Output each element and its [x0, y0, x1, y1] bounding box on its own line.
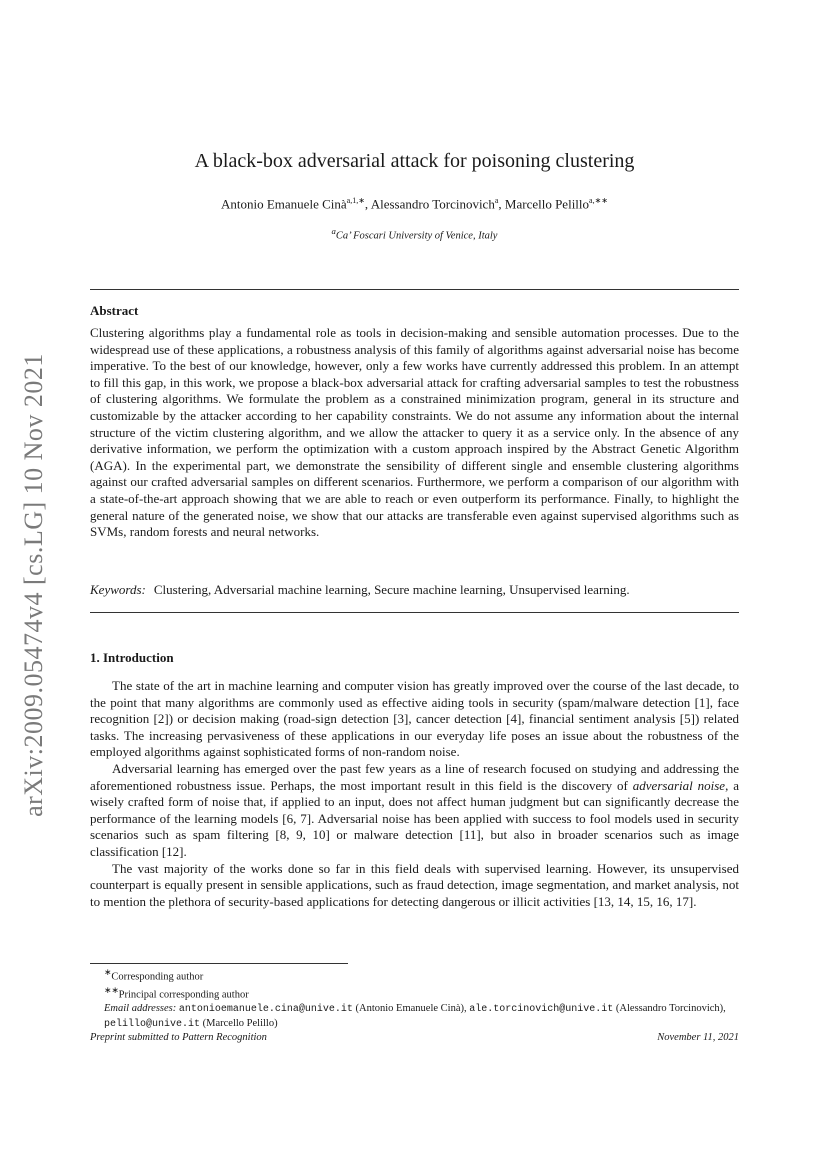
author-mark: a — [494, 196, 499, 205]
arxiv-id: arXiv:2009.05474v4 [cs.LG] 10 Nov 2021 — [19, 353, 48, 817]
affiliation — [90, 226, 739, 242]
abstract-bottom-rule — [90, 612, 739, 613]
keywords-text: Clustering, Adversarial machine learning, Secure machine learning, Unsupervised learning. — [153, 582, 630, 597]
email-label: Email addresses: — [104, 1003, 177, 1014]
arxiv-sidebar — [14, 350, 54, 820]
email-footnote — [90, 1002, 739, 1031]
emphasis: adversarial noise — [632, 777, 726, 793]
abstract-top-rule — [90, 289, 739, 290]
introduction-body — [90, 678, 739, 910]
abstract-heading: Abstract — [90, 303, 139, 318]
footnote — [90, 966, 739, 984]
email-link[interactable]: pelillo@unive.it — [104, 1018, 201, 1030]
keywords-label: Keywords: — [90, 582, 146, 597]
footnote-text: Corresponding author — [111, 971, 204, 983]
affiliation-mark: a — [331, 226, 336, 236]
email-link[interactable]: ale.torcinovich@unive.it — [469, 1004, 614, 1015]
footnote-mark: ∗ — [104, 967, 112, 977]
paragraph: The vast majority of the works done so far in this field deals with supervised learning. However, its unsupervised counterpart is equally present in sensible applications, such as fraud detection, image segmentation, and market analysis, not to mention the plethora of security-based applications for detecting dangerous or illicit activities [13, 14, 15, 16, 17]. — [90, 860, 739, 909]
footer-left: Preprint submitted to Pattern Recognition — [90, 1032, 267, 1043]
footnote-mark: ∗∗ — [104, 985, 119, 995]
author-name: Antonio Emanuele Cinà — [221, 196, 347, 212]
footnote — [90, 984, 739, 1002]
paper-title: A black-box adversarial attack for poisoning clustering — [194, 150, 635, 172]
page-footer — [90, 1032, 739, 1043]
abstract-text: Clustering algorithms play a fundamental role as tools in decision-making and sensible automation processes. Due to the widespread use of these applications, a robustness analysis of this family of algorithms against adversarial noise has become imperative. To the best of our knowledge, however, only a few works have currently addressed this problem. In an attempt to fill this gap, in this work, we propose a black-box adversarial attack for crafting adversarial samples to test the robustness of clustering algorithms. We formulate the problem as a constrained minimization program, general in its structure and customizable by the attacker according to her capability constraints. We do not assume any information about the internal structure of the victim clustering algorithm, and we allow the attacker to query it as a service only. In the absence of any derivative information, we perform the optimization with a custom approach inspired by the Abstract Genetic Algorithm (AGA). In the experimental part, we demonstrate the sensibility of different single and ensemble clustering algorithms against our crafted adversarial samples on different scenarios. Furthermore, we perform a comparison of our algorithm with a state-of-the-art approach showing that we are able to reach or even outperform its performance. Finally, to highlight the general nature of the generated noise, we show that our attacks are transferable even against supervised algorithms such as SVMs, random forests and neural networks. — [90, 325, 739, 540]
paragraph: The state of the art in machine learning and computer vision has greatly improved over the course of the last decade, to the point that many algorithms are commonly used as effective aiding tools in security (spam/malware detection [1], face recognition [2]) or decision making (road-sign detection [3], cancer detection [4], financial sentiment analysis [5]) related tasks. The increasing pervasiveness of these applications in our everyday life poses an issue about the robustness of the employed algorithms against sophisticated forms of non-random noise. — [90, 678, 739, 760]
email-link[interactable]: antonioemanuele.cina@unive.it — [178, 1004, 353, 1015]
email-owner: (Alessandro Torcinovich), — [615, 1003, 726, 1014]
email-owner: (Marcello Pelillo) — [202, 1017, 278, 1029]
author-list: Antonio Emanuele Cinà$^{a,1,∗}$, Alessandro Torcinovich$^a$, Marcello Pelillo$^{a,∗∗}$ — [221, 196, 608, 212]
paragraph-text: , a wisely crafted form of noise that, if applied to an input, does not affect human judgment but can significantly decrease the performance of the learning models [6, 7]. Adversarial noise has been applied with success to fool models used in security scenarios such as spam filtering [8, 9, 10] or malware detection [11], but also in broader scenarios such as image classification [12]. — [90, 777, 739, 859]
author-name: Alessandro Torcinovich — [370, 196, 495, 212]
author-mark: a,1,∗ — [346, 196, 365, 205]
footnotes — [90, 966, 739, 1031]
section-heading-introduction: 1. Introduction — [90, 650, 174, 665]
author-mark: a,∗∗ — [589, 196, 608, 205]
affiliation-text: Ca’ Foscari University of Venice, Italy — [335, 230, 498, 242]
keywords-line — [90, 582, 739, 598]
footnote-rule — [90, 963, 348, 964]
footer-right: November 11, 2021 — [657, 1032, 739, 1043]
author-name: Marcello Pelillo — [504, 196, 590, 212]
paragraph-text: Adversarial learning has emerged over the past few years as a line of research focused on studying and addressing the aforementioned robustness issue. Perhaps, the most important result in this field is the discovery of — [90, 760, 739, 793]
paragraph — [90, 761, 739, 861]
footnote-text: Principal corresponding author — [118, 989, 249, 1001]
email-owner: (Antonio Emanuele Cinà), — [355, 1003, 467, 1014]
